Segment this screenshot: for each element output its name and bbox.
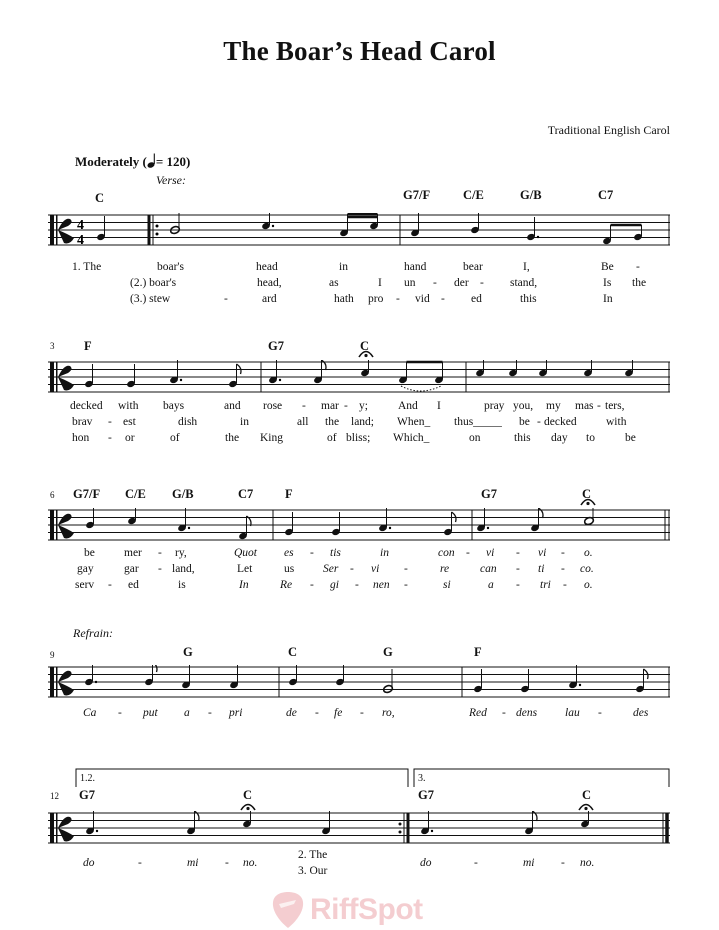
lyric-syllable: gar <box>124 563 139 575</box>
lyric-syllable: Which_ <box>393 432 430 444</box>
fermata-icon <box>358 348 374 358</box>
lyric-hyphen: - <box>563 579 567 591</box>
lyric-syllable: King <box>260 432 283 444</box>
lyric-hyphen: - <box>355 579 359 591</box>
chord-symbol: C/E <box>125 487 146 501</box>
lyric-syllable: or <box>125 432 135 444</box>
lyric-syllable: pro <box>368 293 384 305</box>
lyric-syllable: to <box>586 432 595 444</box>
lyric-syllable: can <box>480 563 497 575</box>
lyric-hyphen: - <box>344 400 348 412</box>
lyric-syllable: be <box>519 416 530 428</box>
lyric-syllable: con <box>438 547 455 559</box>
lyric-syllable: is <box>178 579 186 591</box>
lyric-syllable: gi <box>330 579 339 591</box>
lyric-syllable: day <box>551 432 568 444</box>
chord-symbol: F <box>84 339 92 353</box>
lyric-syllable: mer <box>124 547 142 559</box>
lyric-syllable: hon <box>72 432 90 444</box>
svg-text:4: 4 <box>77 233 84 247</box>
lyric-hyphen: - <box>310 579 314 591</box>
lyric-hyphen: - <box>561 547 565 559</box>
lyric-syllable: this <box>514 432 531 444</box>
tempo-open-paren: ( <box>142 154 147 169</box>
lyric-syllable: ry, <box>175 547 187 559</box>
lyric-syllable: all <box>297 416 309 428</box>
lyric-syllable: pray <box>484 400 505 412</box>
chord-symbol: G7 <box>481 487 497 501</box>
lyric-syllable: When_ <box>397 416 431 428</box>
lyric-syllable: dish <box>178 416 198 428</box>
chord-symbol: C <box>582 788 592 802</box>
lyric-syllable: Be <box>601 261 614 273</box>
lyric-syllable: boar's <box>157 261 184 273</box>
song-title: The Boar’s Head Carol <box>223 36 496 66</box>
quarter-note-icon <box>147 153 156 168</box>
music-staff <box>48 360 670 394</box>
music-staff <box>48 508 670 542</box>
lyric-hyphen: - <box>208 707 212 719</box>
lyric-syllable: I <box>437 400 441 412</box>
lyric-syllable: serv <box>75 579 95 591</box>
lyric-syllable: be <box>84 547 95 559</box>
lyric-syllable: mi <box>187 857 199 869</box>
logo-text: RiffSpot <box>310 893 423 926</box>
lyric-hyphen: - <box>433 277 437 289</box>
lyric-syllable: of <box>327 432 337 444</box>
chord-symbol: F <box>285 487 293 501</box>
lyric-syllable: Re <box>280 579 293 591</box>
lyric-syllable: in <box>240 416 249 428</box>
lyric-syllable: gay <box>77 563 94 575</box>
lyric-syllable: with <box>606 416 627 428</box>
volta-2-label: 3. <box>418 773 426 784</box>
lyric-hyphen: - <box>158 563 162 575</box>
lyric-hyphen: - <box>516 563 520 575</box>
measure-number: 6 <box>50 490 55 500</box>
composer-credit: Traditional English Carol <box>547 123 670 137</box>
fermata-icon <box>578 801 594 811</box>
lyric-syllable: Is <box>603 277 612 289</box>
lyric-hyphen: - <box>480 277 484 289</box>
lyric-syllable: no. <box>580 857 595 869</box>
lyric-syllable: de <box>286 707 297 719</box>
lyric-syllable: Let <box>237 563 253 575</box>
lyric-syllable: the <box>325 416 340 428</box>
lyric-hyphen: - <box>516 547 520 559</box>
lyric-syllable: hand <box>404 261 427 273</box>
chord-symbol: C <box>582 487 592 501</box>
lyric-syllable: and <box>224 400 241 412</box>
lyric-syllable: thus_____ <box>454 416 502 428</box>
lyric-syllable: mi <box>523 857 535 869</box>
lyric-hyphen: - <box>466 547 470 559</box>
lyric-syllable: ed <box>471 293 482 305</box>
lyric-syllable: un <box>404 277 416 289</box>
chord-symbol: G7 <box>268 339 284 353</box>
lyric-syllable: lau <box>565 707 580 719</box>
lyric-syllable: the <box>225 432 240 444</box>
measure-number: 3 <box>50 341 55 351</box>
lyric-syllable: tis <box>330 547 341 559</box>
lyric-syllable: Red <box>469 707 487 719</box>
music-staff <box>48 811 670 845</box>
lyric-syllable: In <box>603 293 613 305</box>
lyric-syllable: vi <box>371 563 380 575</box>
lyric-syllable: est <box>123 416 136 428</box>
lyric-hyphen: - <box>396 293 400 305</box>
lyric-hyphen: - <box>404 579 408 591</box>
lyric-hyphen: - <box>302 400 306 412</box>
tempo-text: Moderately <box>75 154 140 169</box>
volta-1-label: 1.2. <box>80 773 95 784</box>
lyric-syllable: bear <box>463 261 483 273</box>
lyric-hyphen: - <box>138 857 142 869</box>
chord-symbol: G7 <box>418 788 434 802</box>
lyric-syllable: rose <box>263 400 283 412</box>
lyric-syllable: you, <box>513 400 534 412</box>
lyric-syllable: no. <box>243 857 258 869</box>
lyric-syllable: ard <box>262 293 277 305</box>
measure-number: 9 <box>50 650 55 660</box>
lyric-syllable: (3.) stew <box>130 293 171 305</box>
lyric-syllable: In <box>239 579 249 591</box>
lyric-syllable: nen <box>373 579 390 591</box>
lyric-syllable: ed <box>128 579 139 591</box>
lyric-hyphen: - <box>598 707 602 719</box>
chord-symbol: C <box>95 191 105 205</box>
lyric-syllable: be <box>625 432 636 444</box>
lyric-hyphen: - <box>224 293 228 305</box>
lyric-syllable: es <box>284 547 294 559</box>
lyric-hyphen: - <box>441 293 445 305</box>
lyric-syllable: the <box>632 277 647 289</box>
measure-number: 12 <box>50 791 59 801</box>
chord-symbol: C <box>360 339 370 353</box>
lyric-syllable: in <box>380 547 389 559</box>
lyric-syllable: re <box>440 563 450 575</box>
chord-symbol: G <box>183 645 193 659</box>
lyric-syllable: o. <box>584 579 593 591</box>
lyric-syllable: Ser <box>323 563 339 575</box>
lyric-hyphen: - <box>310 547 314 559</box>
lyric-syllable: hath <box>334 293 354 305</box>
lyric-hyphen: - <box>315 707 319 719</box>
lyric-syllable: bliss; <box>346 432 371 444</box>
music-staff <box>48 665 670 699</box>
chord-symbol: G/B <box>172 487 194 501</box>
lyric-syllable: ro, <box>382 707 395 719</box>
lyric-hyphen: - <box>404 563 408 575</box>
chord-symbol: C <box>288 645 298 659</box>
lyric-syllable: Ca <box>83 707 97 719</box>
lyric-syllable: vi <box>486 547 495 559</box>
lyric-syllable: with <box>118 400 139 412</box>
chord-symbol: C7 <box>238 487 254 501</box>
lyric-syllable: 3. Our <box>298 865 328 877</box>
lyric-syllable: do <box>420 857 432 869</box>
lyric-syllable: of <box>170 432 180 444</box>
lyric-syllable: us <box>284 563 295 575</box>
lyric-hyphen: - <box>108 579 112 591</box>
chord-symbol: G7/F <box>403 188 431 202</box>
lyric-syllable: si <box>443 579 451 591</box>
lyric-syllable: my <box>546 400 561 412</box>
chord-symbol: G <box>383 645 393 659</box>
lyric-syllable: 2. The <box>298 849 328 861</box>
lyric-syllable: a <box>488 579 494 591</box>
lyric-syllable: mar <box>321 400 339 412</box>
lyric-hyphen: - <box>225 857 229 869</box>
fermata-icon <box>240 801 256 811</box>
lyric-syllable: vid <box>415 293 430 305</box>
time-signature: 4 <box>77 218 84 233</box>
chord-symbol: C/E <box>463 188 484 202</box>
lyric-hyphen: - <box>158 547 162 559</box>
lyric-syllable: brav <box>72 416 93 428</box>
fermata-icon <box>580 496 596 506</box>
lyric-hyphen: - <box>350 563 354 575</box>
lyric-hyphen: - <box>636 261 640 273</box>
lyric-hyphen: - <box>108 432 112 444</box>
lyric-syllable: decked <box>70 400 103 412</box>
lyric-syllable: vi <box>538 547 547 559</box>
lyric-syllable: Quot <box>234 547 257 559</box>
tempo-marking <box>75 153 190 170</box>
lyric-syllable: o. <box>584 547 593 559</box>
lyric-syllable: pri <box>229 707 243 719</box>
volta-brackets <box>75 768 671 788</box>
lyric-syllable: put <box>143 707 158 719</box>
lyric-syllable: ters, <box>605 400 625 412</box>
refrain-label: Refrain: <box>73 626 113 640</box>
lyric-syllable: mas <box>575 400 594 412</box>
lyric-syllable: a <box>184 707 190 719</box>
lyric-syllable: tri <box>540 579 551 591</box>
lyric-syllable: dens <box>516 707 538 719</box>
riffspot-logo <box>270 890 423 930</box>
lyric-syllable: 1. The <box>72 261 102 273</box>
lyric-syllable: bays <box>163 400 185 412</box>
lyric-syllable: head <box>256 261 278 273</box>
chord-symbol: G/B <box>520 188 542 202</box>
verse-label: Verse: <box>156 173 186 187</box>
lyric-hyphen: - <box>516 579 520 591</box>
chord-symbol: G7/F <box>73 487 101 501</box>
lyric-syllable: I, <box>523 261 530 273</box>
lyric-syllable: head, <box>257 277 282 289</box>
lyric-syllable: y; <box>359 400 368 412</box>
lyric-syllable: fe <box>334 707 343 719</box>
lyric-syllable: land; <box>351 416 374 428</box>
lyric-hyphen: - <box>537 416 541 428</box>
lyric-hyphen: - <box>360 707 364 719</box>
lyric-syllable: I <box>378 277 382 289</box>
lyric-syllable: as <box>329 277 339 289</box>
tempo-bpm: = 120) <box>155 154 191 169</box>
lyric-syllable: decked <box>544 416 577 428</box>
lyric-hyphen: - <box>561 857 565 869</box>
lyric-hyphen: - <box>474 857 478 869</box>
lyric-syllable: this <box>520 293 537 305</box>
lyric-syllable: do <box>83 857 95 869</box>
lyric-hyphen: - <box>597 400 601 412</box>
lyric-syllable: der <box>454 277 469 289</box>
guitar-pick-icon <box>270 890 306 930</box>
lyric-syllable: stand, <box>510 277 538 289</box>
lyric-syllable: on <box>469 432 481 444</box>
lyric-hyphen: - <box>108 416 112 428</box>
chord-symbol: C7 <box>598 188 614 202</box>
lyric-hyphen: - <box>502 707 506 719</box>
chord-symbol: C <box>243 788 253 802</box>
music-staff <box>48 213 670 247</box>
lyric-syllable: land, <box>172 563 195 575</box>
lyric-syllable: (2.) boar's <box>130 277 177 289</box>
lyric-syllable: des <box>633 707 649 719</box>
lyric-hyphen: - <box>561 563 565 575</box>
chord-symbol: G7 <box>79 788 95 802</box>
lyric-syllable: ti <box>538 563 545 575</box>
lyric-syllable: And <box>398 400 418 412</box>
chord-symbol: F <box>474 645 482 659</box>
lyric-hyphen: - <box>118 707 122 719</box>
lyric-syllable: in <box>339 261 348 273</box>
lyric-syllable: co. <box>580 563 594 575</box>
